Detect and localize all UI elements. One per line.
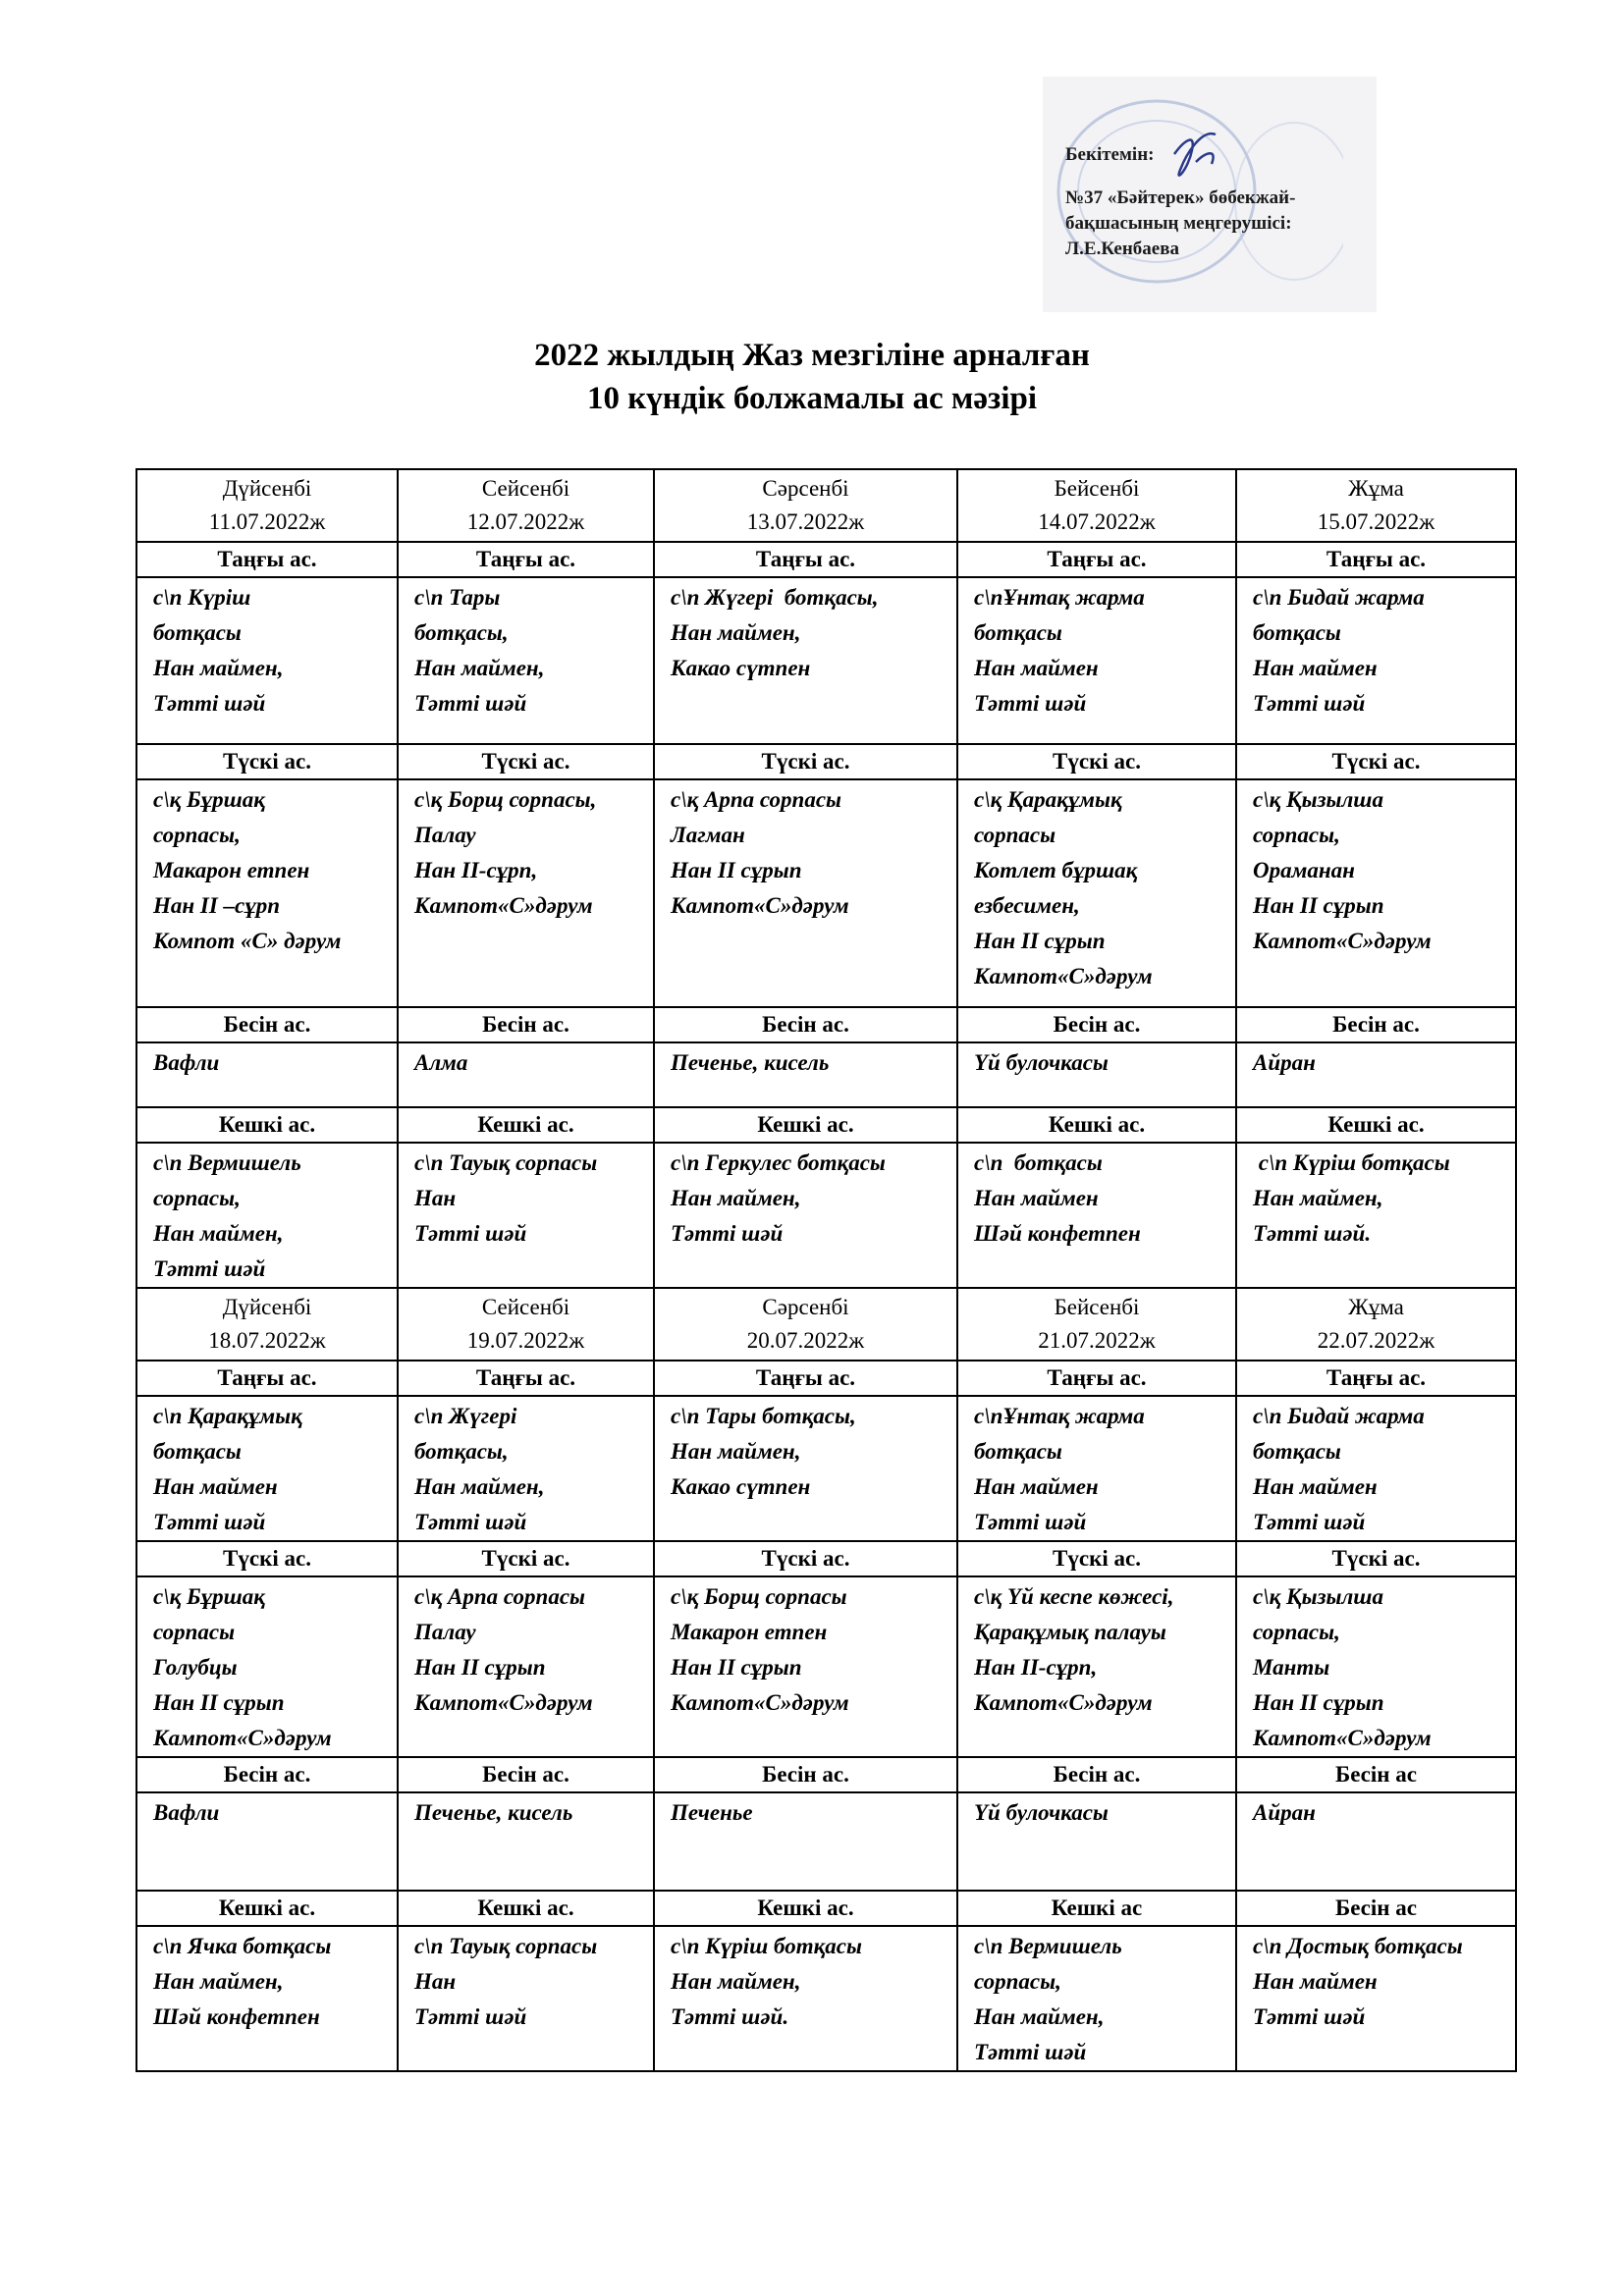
meal-label: Түскі ас. [957, 1541, 1236, 1576]
meal-items-cell [136, 1042, 398, 1107]
approval-text [1065, 142, 1380, 262]
meal-label: Түскі ас. [398, 744, 654, 779]
menu-item-line: Нан II –сұрп [153, 893, 281, 918]
day-name: Жұма [1348, 1295, 1404, 1319]
menu-item-line: Лагман [671, 823, 745, 847]
menu-item-line: Тәтті шәй [153, 1256, 266, 1281]
menu-item-line: Кампот«С»дәрум [1253, 929, 1432, 953]
day-name: Сәрсенбі [762, 476, 849, 501]
approval-line: бақшасының меңгерушісі: [1065, 213, 1292, 234]
meal-items-cell [654, 1576, 957, 1757]
menu-item-line: Нан маймен, [671, 620, 801, 645]
menu-item-line: Тәтті шәй [153, 691, 266, 716]
menu-item-line: с\қ Қызылша [1253, 1584, 1383, 1609]
menu-item-line: с\п ботқасы [974, 1150, 1103, 1175]
day-header-cell [398, 469, 654, 542]
menu-item-line: ботқасы [153, 1439, 242, 1464]
meal-label-row [136, 1891, 1516, 1926]
menu-item-line: Кампот«С»дәрум [671, 1690, 849, 1715]
menu-item-line: с\п Күріш ботқасы [671, 1934, 862, 1958]
meal-items-cell [654, 779, 957, 1007]
menu-item-line: Нан II сұрып [671, 1655, 802, 1680]
menu-item-line: Вафли [153, 1800, 220, 1825]
day-date: 13.07.2022ж [746, 509, 865, 534]
menu-item-line: Нан маймен [1253, 1474, 1378, 1499]
menu-item-line: Шәй конфетпен [153, 2004, 320, 2029]
meal-items-cell [654, 1143, 957, 1288]
meal-items-row [136, 1926, 1516, 2071]
meal-label: Түскі ас. [957, 744, 1236, 779]
meal-items-row [136, 1396, 1516, 1541]
meal-items-cell [136, 1143, 398, 1288]
meal-items-cell [136, 1926, 398, 2071]
meal-label: Бесін ас [1236, 1757, 1516, 1792]
menu-item-line: сорпасы [153, 1620, 236, 1644]
menu-item-line: Алма [414, 1050, 468, 1075]
meal-items-cell [398, 1396, 654, 1541]
meal-items-cell [1236, 1792, 1516, 1891]
meal-items-row [136, 1143, 1516, 1288]
meal-items-row [136, 1576, 1516, 1757]
day-name: Сейсенбі [481, 1295, 570, 1319]
meal-label: Бесін ас. [654, 1007, 957, 1042]
menu-item-line: сорпасы, [153, 1186, 241, 1210]
meal-label: Таңғы ас. [1236, 1361, 1516, 1396]
menu-item-line: с\п Жүгері [414, 1404, 517, 1428]
menu-item-line: Печенье, кисель [414, 1800, 573, 1825]
day-header-cell [136, 469, 398, 542]
menu-item-line: Палау [414, 1620, 476, 1644]
menu-item-line: ботқасы [974, 620, 1062, 645]
menu-item-line: Тәтті шәй [974, 1510, 1087, 1534]
meal-label: Кешкі ас [957, 1891, 1236, 1926]
day-header-cell [398, 1288, 654, 1361]
menu-item-line: Макарон етпен [153, 858, 310, 882]
menu-item-line: Нан II сұрып [1253, 893, 1384, 918]
menu-item-line: Кампот«С»дәрум [1253, 1726, 1432, 1750]
meal-items-cell [1236, 1042, 1516, 1107]
menu-item-line: Нан II сұрып [1253, 1690, 1384, 1715]
day-date: 11.07.2022ж [208, 509, 326, 534]
meal-label: Кешкі ас. [136, 1107, 398, 1143]
menu-item-line: Тәтті шәй [974, 691, 1087, 716]
meal-label: Түскі ас. [136, 1541, 398, 1576]
menu-item-line: с\п Тары [414, 585, 501, 610]
approval-line: №37 «Бәйтерек» бөбекжай- [1065, 187, 1296, 208]
menu-item-line: с\п Тауық сорпасы [414, 1150, 598, 1175]
menu-item-line: Шәй конфетпен [974, 1221, 1141, 1246]
menu-item-line: с\пҰнтақ жарма [974, 585, 1145, 610]
meal-items-cell [957, 779, 1236, 1007]
day-date: 19.07.2022ж [466, 1328, 585, 1353]
meal-label: Түскі ас. [654, 744, 957, 779]
meal-label: Таңғы ас. [398, 1361, 654, 1396]
meal-items-cell [654, 1792, 957, 1891]
meal-label: Таңғы ас. [654, 542, 957, 577]
day-name: Бейсенбі [1054, 1295, 1140, 1319]
menu-item-line: Нан II сұрып [414, 1655, 546, 1680]
menu-item-line: с\п Бидай жарма [1253, 1404, 1425, 1428]
menu-item-line: с\қ Үй кеспе көжесі, [974, 1584, 1174, 1609]
menu-item-line: с\п Бидай жарма [1253, 585, 1425, 610]
day-header-cell [654, 1288, 957, 1361]
menu-item-line: Кампот«С»дәрум [414, 1690, 593, 1715]
day-date: 12.07.2022ж [466, 509, 585, 534]
day-date: 15.07.2022ж [1317, 509, 1435, 534]
day-name: Сәрсенбі [762, 1295, 849, 1319]
meal-label: Таңғы ас. [1236, 542, 1516, 577]
menu-item-line: Нан маймен, [1253, 1186, 1383, 1210]
meal-items-cell [957, 1042, 1236, 1107]
menu-item-line: Тәтті шәй [671, 1221, 784, 1246]
day-header-cell [957, 1288, 1236, 1361]
meal-label: Кешкі ас. [654, 1107, 957, 1143]
meal-items-cell [1236, 1143, 1516, 1288]
meal-label: Бесін ас. [398, 1757, 654, 1792]
meal-items-row [136, 1792, 1516, 1891]
menu-item-line: Печенье [671, 1800, 753, 1825]
meal-items-cell [1236, 1926, 1516, 2071]
menu-item-line: с\п Ячка ботқасы [153, 1934, 332, 1958]
menu-item-line: Тәтті шәй [974, 2040, 1087, 2064]
meal-label: Таңғы ас. [957, 542, 1236, 577]
day-header-cell [957, 469, 1236, 542]
meal-items-cell [136, 779, 398, 1007]
meal-label: Бесін ас. [136, 1757, 398, 1792]
meal-items-cell [136, 1396, 398, 1541]
day-name: Бейсенбі [1054, 476, 1140, 501]
menu-item-line: Нан маймен [153, 1474, 278, 1499]
meal-label-row [136, 1757, 1516, 1792]
title-line-1: 2022 жылдың Жаз мезгіліне арналған [534, 338, 1090, 373]
menu-item-line: Нан [414, 1969, 457, 1994]
menu-item-line: Нан [414, 1186, 457, 1210]
menu-item-line: с\қ Борщ сорпасы, [414, 787, 597, 812]
meal-label-row [136, 1361, 1516, 1396]
menu-item-line: Нан II-сұрп, [974, 1655, 1098, 1680]
menu-item-line: Компот «С» дәрум [153, 929, 342, 953]
menu-item-line: с\п Жүгері ботқасы, [671, 585, 879, 610]
menu-item-line: ботқасы [153, 620, 242, 645]
meal-items-cell [136, 577, 398, 744]
meal-items-cell [957, 1792, 1236, 1891]
day-name: Сейсенбі [481, 476, 570, 501]
meal-items-cell [136, 1576, 398, 1757]
menu-item-line: ботқасы, [414, 1439, 509, 1464]
menu-item-line: с\п Геркулес ботқасы [671, 1150, 886, 1175]
day-date: 21.07.2022ж [1038, 1328, 1156, 1353]
menu-item-line: сорпасы, [974, 1969, 1061, 1994]
menu-item-line: ботқасы, [414, 620, 509, 645]
meal-items-cell [398, 1143, 654, 1288]
meal-label-row [136, 542, 1516, 577]
approval-line: Л.Е.Кенбаева [1065, 239, 1179, 259]
menu-item-line: Нан маймен, [414, 656, 545, 680]
menu-item-line: Кампот«С»дәрум [974, 964, 1153, 988]
meal-items-cell [398, 779, 654, 1007]
meal-label: Таңғы ас. [398, 542, 654, 577]
meal-label: Бесін ас [1236, 1891, 1516, 1926]
day-header-cell [1236, 1288, 1516, 1361]
menu-item-line: с\п Достық ботқасы [1253, 1934, 1463, 1958]
meal-label: Кешкі ас. [1236, 1107, 1516, 1143]
meal-label: Таңғы ас. [957, 1361, 1236, 1396]
menu-item-line: с\қ Бұршақ [153, 787, 265, 812]
menu-item-line: Нан маймен, [414, 1474, 545, 1499]
meal-items-cell [957, 1396, 1236, 1541]
menu-item-line: Нан маймен [974, 656, 1099, 680]
meal-items-cell [398, 1576, 654, 1757]
day-date: 22.07.2022ж [1317, 1328, 1435, 1353]
menu-item-line: Макарон етпен [671, 1620, 828, 1644]
menu-item-line: Нан маймен, [974, 2004, 1105, 2029]
menu-item-line: с\п Тауық сорпасы [414, 1934, 598, 1958]
menu-item-line: Кампот«С»дәрум [671, 893, 849, 918]
menu-item-line: ботқасы [1253, 1439, 1341, 1464]
menu-item-line: Тәтті шәй [1253, 1510, 1366, 1534]
meal-label: Таңғы ас. [136, 1361, 398, 1396]
menu-item-line: сорпасы, [153, 823, 241, 847]
meal-label: Бесін ас. [654, 1757, 957, 1792]
meal-items-cell [398, 577, 654, 744]
menu-item-line: сорпасы, [1253, 823, 1340, 847]
menu-item-line: Голубцы [153, 1655, 238, 1680]
menu-item-line: Үй булочкасы [974, 1800, 1109, 1825]
menu-item-line: Айран [1253, 1800, 1316, 1825]
meal-label: Бесін ас. [957, 1007, 1236, 1042]
title-line-2: 10 күндік болжамалы ас мәзірі [586, 381, 1038, 416]
meal-items-cell [1236, 779, 1516, 1007]
menu-item-line: с\п Күріш ботқасы [1253, 1150, 1450, 1175]
meal-items-cell [957, 1576, 1236, 1757]
menu-item-line: с\п Вермишель [974, 1934, 1122, 1958]
meal-label-row [136, 1107, 1516, 1143]
menu-item-line: с\п Күріш [153, 585, 251, 610]
meal-items-cell [136, 1792, 398, 1891]
menu-item-line: сорпасы, [1253, 1620, 1340, 1644]
meal-label-row [136, 744, 1516, 779]
menu-item-line: Тәтті шәй [414, 1510, 527, 1534]
approval-label: Бекітемін: [1065, 144, 1155, 165]
day-date: 18.07.2022ж [208, 1328, 326, 1353]
menu-item-line: Манты [1253, 1655, 1330, 1680]
meal-label: Түскі ас. [136, 744, 398, 779]
meal-label-row [136, 1007, 1516, 1042]
menu-item-line: Кампот«С»дәрум [153, 1726, 332, 1750]
meal-label: Түскі ас. [398, 1541, 654, 1576]
menu-item-line: Тәтті шәй [414, 691, 527, 716]
meal-items-cell [1236, 577, 1516, 744]
menu-item-line: Кампот«С»дәрум [414, 893, 593, 918]
menu-item-line: с\қ Бұршақ [153, 1584, 265, 1609]
menu-item-line: Тәтті шәй [1253, 2004, 1366, 2029]
meal-label: Бесін ас. [1236, 1007, 1516, 1042]
menu-item-line: Какао сүтпен [671, 1474, 811, 1499]
menu-item-line: Нан маймен, [153, 656, 284, 680]
meal-items-row [136, 779, 1516, 1007]
meal-items-row [136, 1042, 1516, 1107]
meal-label: Кешкі ас. [136, 1891, 398, 1926]
menu-item-line: Нан маймен [974, 1186, 1099, 1210]
meal-items-cell [957, 1926, 1236, 2071]
menu-item-line: с\пҰнтақ жарма [974, 1404, 1145, 1428]
menu-item-line: с\қ Борщ сорпасы [671, 1584, 847, 1609]
menu-item-line: Ораманан [1253, 858, 1355, 882]
menu-item-line: с\қ Қарақұмық [974, 787, 1122, 812]
meal-label: Түскі ас. [1236, 744, 1516, 779]
meal-label: Кешкі ас. [398, 1891, 654, 1926]
menu-item-line: Нан маймен, [153, 1969, 284, 1994]
day-date: 20.07.2022ж [746, 1328, 865, 1353]
menu-table [135, 468, 1517, 2072]
menu-item-line: Нан II сұрып [974, 929, 1106, 953]
meal-label: Бесін ас. [398, 1007, 654, 1042]
menu-item-line: Нан II сұрып [153, 1690, 285, 1715]
menu-item-line: с\қ Арпа сорпасы [414, 1584, 585, 1609]
menu-item-line: Кампот«С»дәрум [974, 1690, 1153, 1715]
menu-item-line: ботқасы [1253, 620, 1341, 645]
day-header-row [136, 1288, 1516, 1361]
meal-label: Кешкі ас. [654, 1891, 957, 1926]
menu-item-line: Нан II сұрып [671, 858, 802, 882]
menu-item-line: Айран [1253, 1050, 1316, 1075]
menu-item-line: Нан маймен [1253, 1969, 1378, 1994]
menu-item-line: Тәтті шәй. [671, 2004, 789, 2029]
meal-label: Таңғы ас. [654, 1361, 957, 1396]
meal-items-cell [1236, 1576, 1516, 1757]
menu-item-line: Тәтті шәй [414, 2004, 527, 2029]
meal-label: Түскі ас. [654, 1541, 957, 1576]
meal-items-cell [957, 577, 1236, 744]
menu-item-line: с\п Тары ботқасы, [671, 1404, 856, 1428]
meal-items-cell [398, 1792, 654, 1891]
menu-item-line: Какао сүтпен [671, 656, 811, 680]
menu-item-line: Тәтті шәй [414, 1221, 527, 1246]
day-header-cell [136, 1288, 398, 1361]
meal-items-cell [1236, 1396, 1516, 1541]
menu-item-line: Қарақұмық палауы [974, 1620, 1166, 1644]
meal-label: Кешкі ас. [957, 1107, 1236, 1143]
meal-items-cell [957, 1143, 1236, 1288]
menu-item-line: с\қ Арпа сорпасы [671, 787, 841, 812]
menu-item-line: Тәтті шәй [1253, 691, 1366, 716]
menu-item-line: Нан маймен [974, 1474, 1099, 1499]
meal-label: Бесін ас. [957, 1757, 1236, 1792]
meal-label: Таңғы ас. [136, 542, 398, 577]
menu-item-line: Нан маймен, [671, 1969, 801, 1994]
menu-item-line: Палау [414, 823, 476, 847]
menu-item-line: Тәтті шәй [153, 1510, 266, 1534]
menu-item-line: Нан II-сұрп, [414, 858, 538, 882]
menu-item-line: Печенье, кисель [671, 1050, 830, 1075]
menu-item-line: Нан маймен, [153, 1221, 284, 1246]
meal-items-cell [654, 1926, 957, 2071]
menu-item-line: Нан маймен [1253, 656, 1378, 680]
meal-items-cell [654, 577, 957, 744]
day-name: Дүйсенбі [222, 476, 312, 501]
menu-item-line: с\п Вермишель [153, 1150, 301, 1175]
menu-item-line: с\п Қарақұмық [153, 1404, 302, 1428]
meal-items-cell [654, 1042, 957, 1107]
day-header-row [136, 469, 1516, 542]
meal-items-cell [654, 1396, 957, 1541]
menu-item-line: Тәтті шәй. [1253, 1221, 1372, 1246]
menu-item-line: Вафли [153, 1050, 220, 1075]
day-name: Дүйсенбі [222, 1295, 312, 1319]
day-header-cell [654, 469, 957, 542]
day-name: Жұма [1348, 476, 1404, 501]
menu-item-line: езбесимен, [974, 893, 1080, 918]
day-header-cell [1236, 469, 1516, 542]
menu-item-line: сорпасы [974, 823, 1056, 847]
menu-item-line: с\қ Қызылша [1253, 787, 1383, 812]
page-title [0, 334, 1624, 420]
meal-label: Кешкі ас. [398, 1107, 654, 1143]
day-date: 14.07.2022ж [1038, 509, 1156, 534]
menu-item-line: ботқасы [974, 1439, 1062, 1464]
meal-label: Түскі ас. [1236, 1541, 1516, 1576]
menu-item-line: Үй булочкасы [974, 1050, 1109, 1075]
meal-items-row [136, 577, 1516, 744]
menu-item-line: Нан маймен, [671, 1186, 801, 1210]
meal-items-cell [398, 1042, 654, 1107]
meal-label: Бесін ас. [136, 1007, 398, 1042]
menu-item-line: Нан маймен, [671, 1439, 801, 1464]
menu-item-line: Котлет бұршақ [974, 858, 1138, 882]
meal-label-row [136, 1541, 1516, 1576]
meal-items-cell [398, 1926, 654, 2071]
